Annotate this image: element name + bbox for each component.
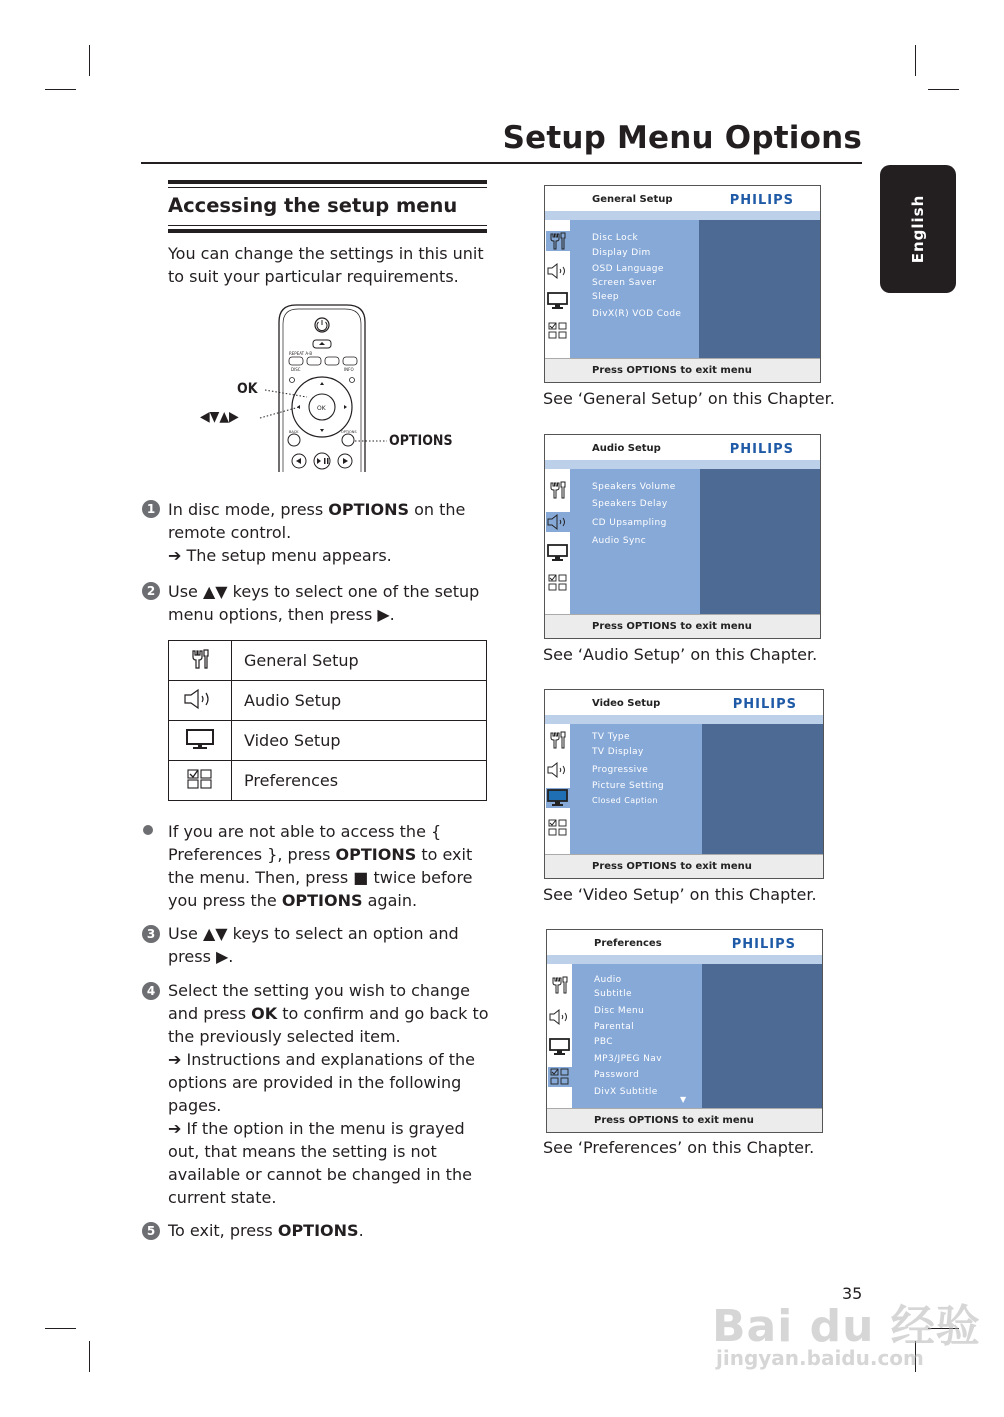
menu-item: Speakers Delay bbox=[592, 499, 668, 509]
table-cell-label: Preferences bbox=[232, 761, 487, 801]
remote-arrows-label: ◀▼▲▶ bbox=[200, 409, 239, 425]
menu-item: Audio bbox=[594, 975, 622, 985]
crop-mark bbox=[89, 1341, 90, 1372]
preferences-icon bbox=[548, 818, 568, 838]
general-setup-icon bbox=[550, 975, 570, 995]
preferences-icon bbox=[548, 573, 568, 593]
crop-mark bbox=[45, 89, 76, 90]
menu-item: Disc Menu bbox=[594, 1006, 645, 1016]
menu-item: Sleep bbox=[592, 292, 620, 302]
watermark-url: jingyan.baidu.com bbox=[716, 1346, 924, 1370]
step-number: 5 bbox=[142, 1222, 160, 1240]
screen-name: Preferences bbox=[594, 938, 662, 949]
general-setup-icon bbox=[548, 231, 568, 251]
step-number: 3 bbox=[142, 925, 160, 943]
section-rule-top bbox=[168, 180, 487, 184]
setup-options-table bbox=[168, 640, 487, 801]
menu-item: TV Type bbox=[592, 732, 630, 742]
menu-item: DivX(R) VOD Code bbox=[592, 309, 682, 319]
step-number: 1 bbox=[142, 500, 160, 518]
menu-item: Display Dim bbox=[592, 248, 651, 258]
scroll-down-icon: ▼ bbox=[680, 1095, 687, 1104]
watermark-logo: Bai du 经验 bbox=[712, 1301, 981, 1352]
language-tab-label: English bbox=[909, 194, 927, 264]
table-row bbox=[169, 641, 487, 681]
table-cell-label: Audio Setup bbox=[232, 681, 487, 721]
preferences-screen bbox=[546, 929, 823, 1133]
step-number: 4 bbox=[142, 982, 160, 1000]
preferences-icon bbox=[550, 1067, 570, 1087]
menu-item: Speakers Volume bbox=[592, 482, 676, 492]
video-setup-caption: See ‘Video Setup’ on this Chapter. bbox=[543, 885, 817, 904]
remote-options-label: OPTIONS bbox=[389, 433, 453, 449]
general-setup-screen bbox=[544, 185, 821, 383]
title-rule bbox=[141, 162, 862, 164]
section-rule-bottom bbox=[168, 229, 487, 233]
screen-footer: Press OPTIONS to exit menu bbox=[594, 1115, 754, 1126]
general-setup-icon bbox=[548, 480, 568, 500]
crop-mark bbox=[45, 1328, 76, 1329]
step-1-text: In disc mode, press OPTIONS on the remote control. bbox=[168, 500, 466, 542]
step-4-text: Select the setting you wish to change and press OK to confirm and go back to the previously selected item. ➔ Instructions and explanations of the options are provided in the following pages. ➔ If the option in the menu is grayed out, that means the setting is not available or cannot be changed in the current state. bbox=[168, 981, 489, 1207]
step-1-result: ➔ The setup menu appears. bbox=[168, 546, 392, 565]
table-cell-label: Video Setup bbox=[232, 721, 487, 761]
menu-item: TV Display bbox=[592, 747, 644, 757]
step-number: 2 bbox=[142, 582, 160, 600]
preferences-caption: See ‘Preferences’ on this Chapter. bbox=[543, 1138, 815, 1157]
screen-footer: Press OPTIONS to exit menu bbox=[592, 365, 752, 376]
table-row bbox=[169, 681, 487, 721]
section-title: Accessing the setup menu bbox=[168, 194, 458, 217]
step-2-text: Use ▲▼ keys to select one of the setup menu options, then press ▶. bbox=[168, 582, 480, 624]
general-setup-caption: See ‘General Setup’ on this Chapter. bbox=[543, 389, 835, 408]
svg-text:BACK: BACK bbox=[289, 430, 299, 434]
language-tab bbox=[880, 165, 956, 293]
stop-icon: ■ bbox=[353, 868, 369, 887]
menu-item: Audio Sync bbox=[592, 536, 647, 546]
svg-text:REPEAT A-B: REPEAT A-B bbox=[289, 351, 313, 356]
philips-logo: PHILIPS bbox=[732, 697, 797, 712]
general-setup-icon bbox=[548, 730, 568, 750]
audio-setup-screen bbox=[544, 434, 821, 639]
menu-item: PBC bbox=[594, 1037, 613, 1047]
menu-item: Disc Lock bbox=[592, 233, 639, 243]
video-setup-screen bbox=[544, 689, 824, 879]
menu-item: DivX Subtitle bbox=[594, 1087, 658, 1097]
section-rule-bottom-thin bbox=[168, 225, 487, 226]
screen-name: Audio Setup bbox=[592, 443, 661, 454]
note-text: If you are not able to access the { Preferences }, press OPTIONS to exit the menu. Then, press ■ twice before you press the OPTIONS again. bbox=[168, 822, 473, 910]
audio-setup-icon bbox=[548, 1007, 572, 1027]
menu-item: MP3/JPEG Nav bbox=[594, 1054, 662, 1064]
philips-logo: PHILIPS bbox=[729, 193, 794, 208]
screen-footer: Press OPTIONS to exit menu bbox=[592, 621, 752, 632]
philips-logo: PHILIPS bbox=[731, 937, 796, 952]
video-setup-icon bbox=[549, 1037, 571, 1057]
page-number: 35 bbox=[842, 1284, 863, 1303]
menu-item: Closed Caption bbox=[592, 796, 658, 805]
preferences-icon bbox=[548, 321, 568, 341]
menu-item: Screen Saver bbox=[592, 278, 657, 288]
screen-name: Video Setup bbox=[592, 698, 661, 709]
screen-name: General Setup bbox=[592, 194, 673, 205]
remote-ok-label: OK bbox=[237, 381, 258, 397]
step-5-text: To exit, press OPTIONS. bbox=[168, 1221, 364, 1240]
menu-item: Picture Setting bbox=[592, 781, 665, 791]
audio-setup-icon bbox=[546, 760, 570, 780]
audio-setup-icon bbox=[546, 261, 570, 281]
crop-mark bbox=[915, 45, 916, 76]
crop-mark bbox=[89, 45, 90, 76]
menu-item: Subtitle bbox=[594, 989, 632, 999]
video-setup-icon bbox=[547, 788, 569, 808]
preferences-icon bbox=[186, 768, 214, 790]
audio-setup-caption: See ‘Audio Setup’ on this Chapter. bbox=[543, 645, 818, 664]
page-title: Setup Menu Options bbox=[502, 120, 862, 156]
philips-logo: PHILIPS bbox=[729, 442, 794, 457]
table-cell-label: General Setup bbox=[232, 641, 487, 681]
svg-text:OPTIONS: OPTIONS bbox=[341, 430, 357, 434]
crop-mark bbox=[928, 89, 959, 90]
video-setup-icon bbox=[547, 291, 569, 311]
audio-setup-icon bbox=[546, 512, 570, 532]
svg-text:INFO: INFO bbox=[344, 367, 354, 372]
ok-key-label: OK bbox=[317, 405, 326, 412]
table-row bbox=[169, 721, 487, 761]
menu-item: Parental bbox=[594, 1022, 635, 1032]
section-intro: You can change the settings in this unit to suit your particular requirements. bbox=[168, 244, 484, 286]
menu-item: OSD Language bbox=[592, 264, 664, 274]
audio-setup-icon bbox=[183, 688, 217, 710]
screen-footer: Press OPTIONS to exit menu bbox=[592, 861, 752, 872]
menu-item: Progressive bbox=[592, 765, 649, 775]
step-3-text: Use ▲▼ keys to select an option and press ▶. bbox=[168, 924, 459, 966]
note-bullet bbox=[143, 825, 153, 835]
table-row bbox=[169, 761, 487, 801]
video-setup-icon bbox=[547, 543, 569, 563]
svg-text:DISC: DISC bbox=[291, 367, 301, 372]
menu-item: Password bbox=[594, 1070, 640, 1080]
video-setup-icon bbox=[185, 728, 215, 750]
general-setup-icon bbox=[189, 648, 211, 670]
section-rule-top-thin bbox=[168, 187, 487, 188]
menu-item: CD Upsampling bbox=[592, 518, 667, 528]
